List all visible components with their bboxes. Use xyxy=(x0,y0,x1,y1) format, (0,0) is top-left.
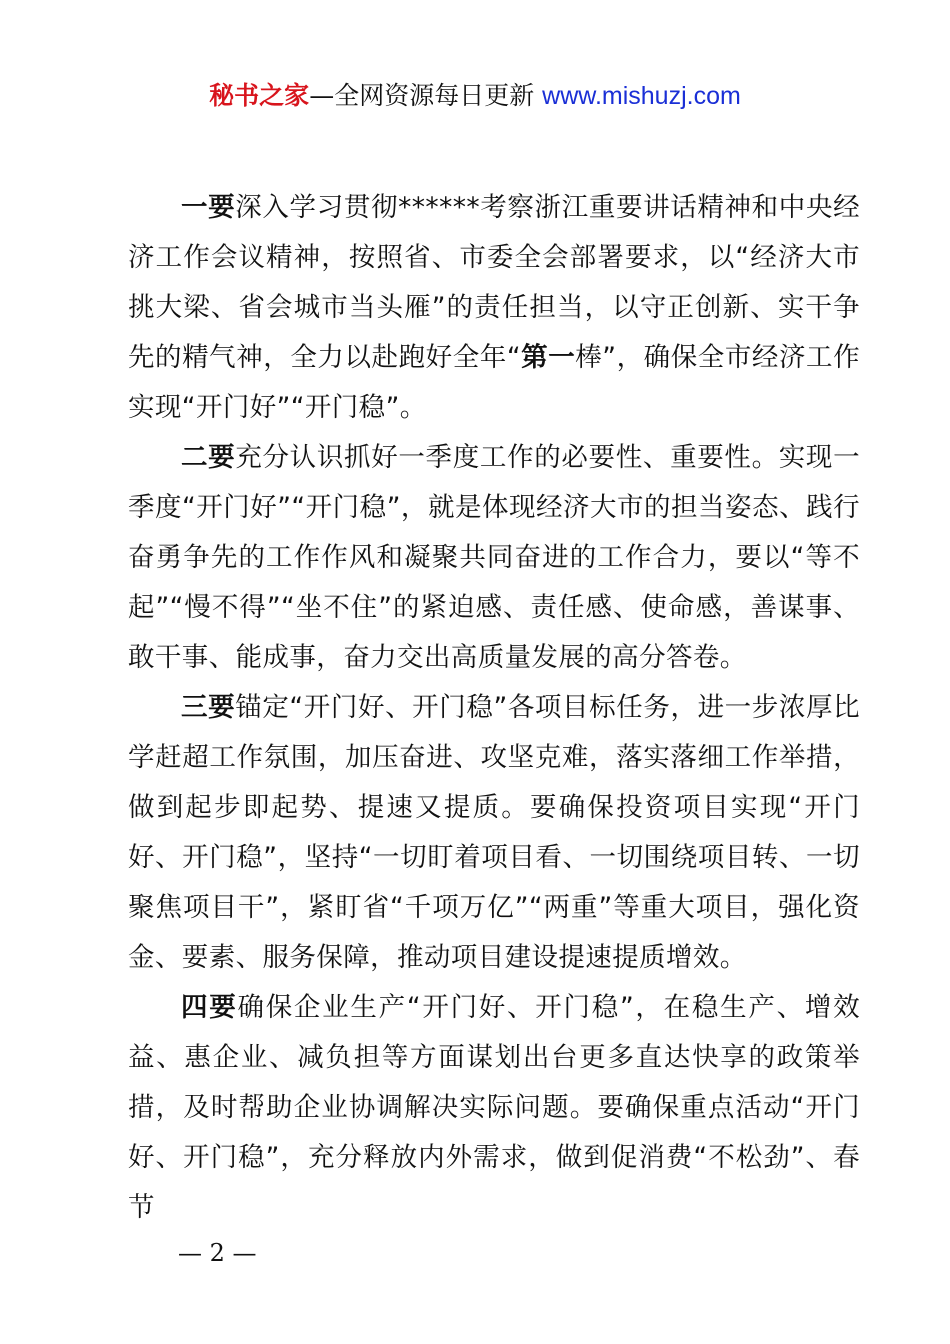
paragraph-lead: 四要 xyxy=(181,992,238,1023)
paragraph-lead: 二要 xyxy=(181,442,236,473)
paragraph-text: 棒”，确保全市经济工作实现“开门好”“开门稳”。 xyxy=(128,342,860,423)
site-brand: 秘书之家 xyxy=(209,81,310,110)
paragraph-text: 确保企业生产“开门好、开门稳”，在稳生产、增效益、惠企业、减负担等方面谋划出台更多直达快享的政策举措，及时帮助企业协调解决实际问题。要确保重点活动“开门好、开门稳”，充分释放内外需求，做到促消费“不松劲”、春节 xyxy=(128,992,860,1223)
document-body xyxy=(128,183,860,1233)
site-header xyxy=(0,80,950,112)
paragraph-lead: 三要 xyxy=(181,692,236,723)
paragraph-text: 充分认识抓好一季度工作的必要性、重要性。实现一季度“开门好”“开门稳”，就是体现经济大市的担当姿态、践行奋勇争先的工作作风和凝聚共同奋进的工作合力，要以“等不起”“慢不得”“坐不住”的紧迫感、责任感、使命感，善谋事、敢干事、能成事，奋力交出高质量发展的高分答卷。 xyxy=(128,442,860,673)
page-number: — 2 — xyxy=(178,1239,257,1267)
paragraph-2 xyxy=(128,433,860,683)
site-url-link[interactable]: www.mishuzj.com xyxy=(542,82,741,110)
site-tagline: —全网资源每日更新 xyxy=(309,81,535,110)
paragraph-3 xyxy=(128,683,860,983)
paragraph-1 xyxy=(128,183,860,433)
bold-inline-text: 第一 xyxy=(520,342,576,373)
paragraph-4 xyxy=(128,983,860,1233)
paragraph-text: 锚定“开门好、开门稳”各项目标任务，进一步浓厚比学赶超工作氛围，加压奋进、攻坚克难，落实落细工作举措，做到起步即起势、提速又提质。要确保投资项目实现“开门好、开门稳”，坚持“一切盯着项目看、一切围绕项目转、一切聚焦项目干”，紧盯省“千项万亿”“两重”等重大项目，强化资金、要素、服务保障，推动项目建设提速提质增效。 xyxy=(128,692,860,973)
paragraph-text: 深入学习贯彻******考察浙江重要讲话精神和中央经济工作会议精神，按照省、市委全会部署要求，以“经济大市挑大梁、省会城市当头雁”的责任担当，以守正创新、实干争先的精气神，全力以赴跑好全年“ xyxy=(128,192,860,373)
paragraph-lead: 一要 xyxy=(181,192,236,223)
